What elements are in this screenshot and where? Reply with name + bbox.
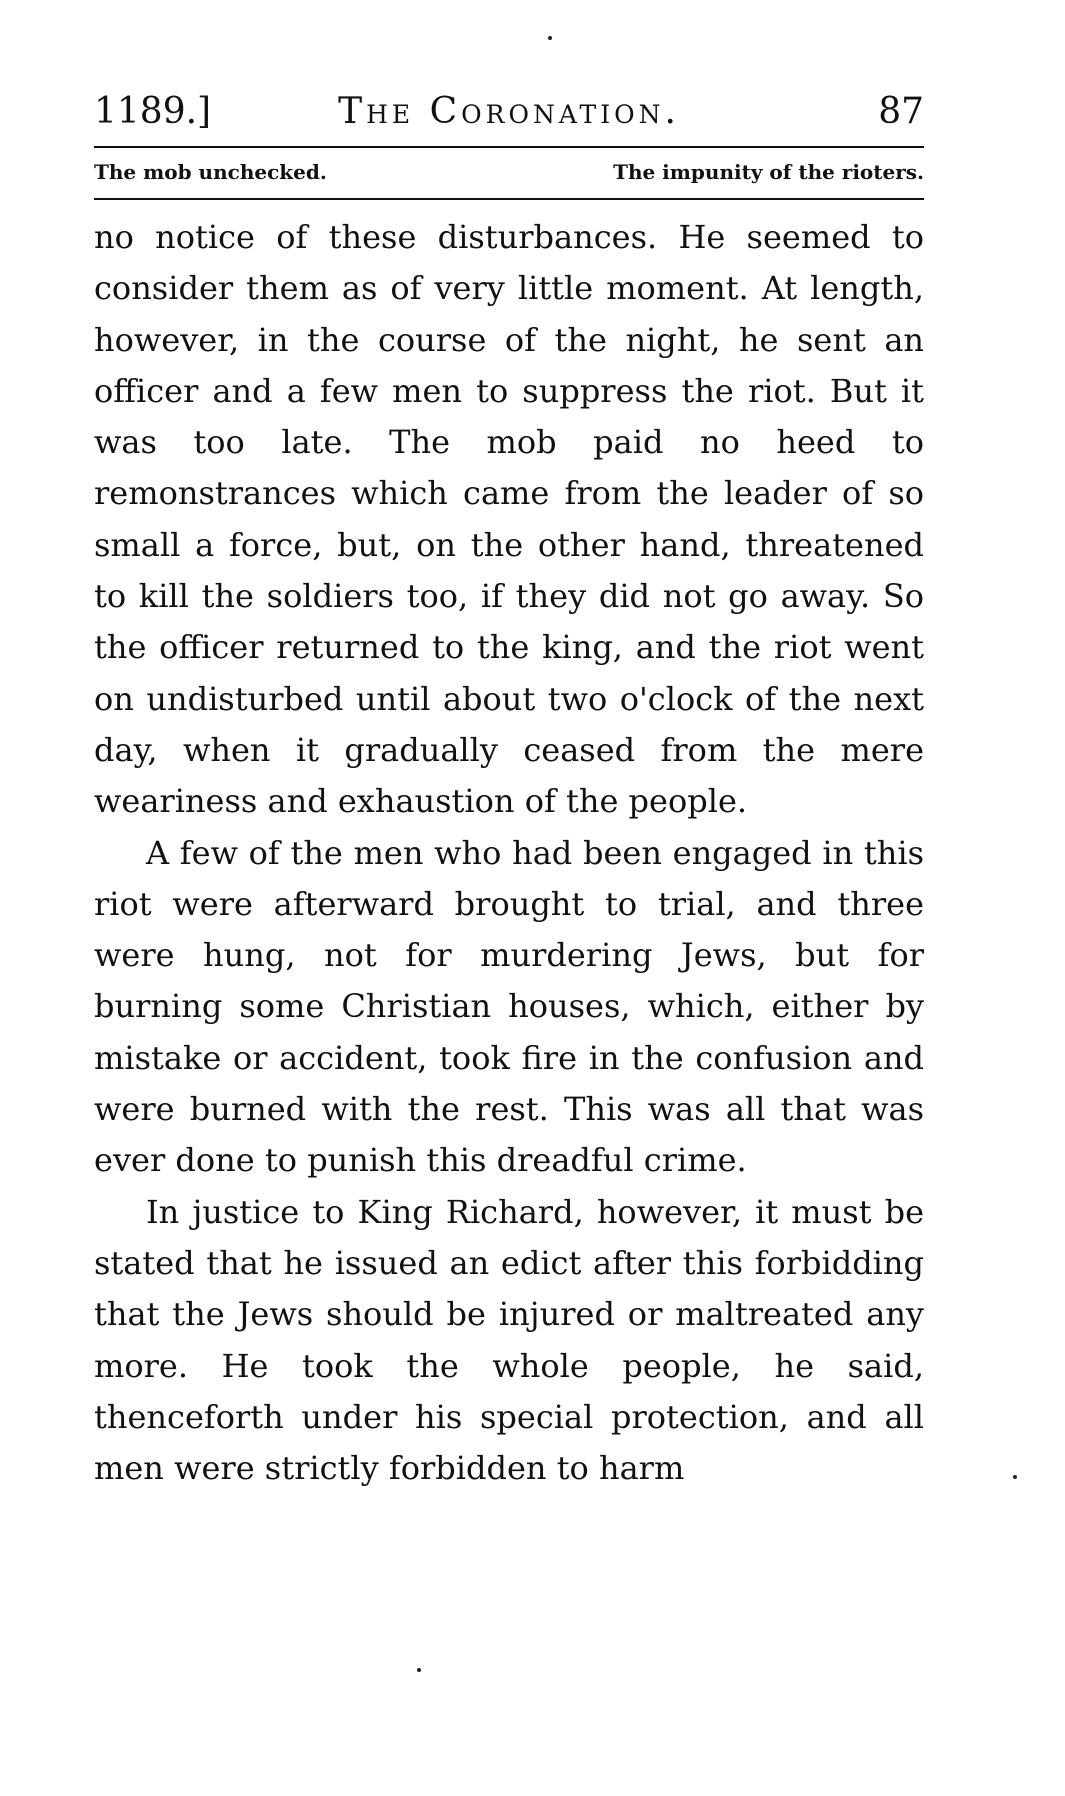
header-year: 1189.] [94,91,212,132]
print-speck [417,1668,421,1672]
running-header [94,84,924,140]
paragraph: no notice of these disturbances. He seemed to consider them as of very little moment. At length, however, in the course of the night, he sent an officer and a few men to suppress the riot. But it was too late. The mob paid no heed to remonstrances which came from the leader of so small a force, but, on the other hand, threatened to kill the soldiers too, if they did not go away. So the officer returned to the king, and the riot went on undisturbed until about two o'clock of the next day, when it gradually ceased from the mere weariness and exhaustion of the people. [94,218,924,821]
header-rule-bottom [94,198,924,200]
header-title: The Coronation. [338,91,680,132]
subheader-left: The mob unchecked. [94,160,327,184]
marginal-subheader [94,152,924,192]
print-speck [1013,1475,1017,1479]
header-rule-top [94,146,924,148]
subheader-right: The impunity of the rioters. [613,160,924,184]
paragraph: In justice to King Richard, however, it must be stated that he issued an edict after this forbidding that the Jews should be injured or maltreated any more. He took the whole people, he said, thenceforth under his special protection, and all men were strictly forbidden to harm [94,1192,924,1488]
page-number: 87 [878,91,924,132]
paragraph: A few of the men who had been engaged in this riot were afterward brought to trial, and three were hung, not for murdering Jews, but for burning some Christian houses, which, either by mistake or accident, took fire in the confusion and were burned with the rest. This was all that was ever done to punish this dreadful crime. [94,833,924,1180]
print-speck [548,36,552,40]
body-text [94,212,924,1494]
